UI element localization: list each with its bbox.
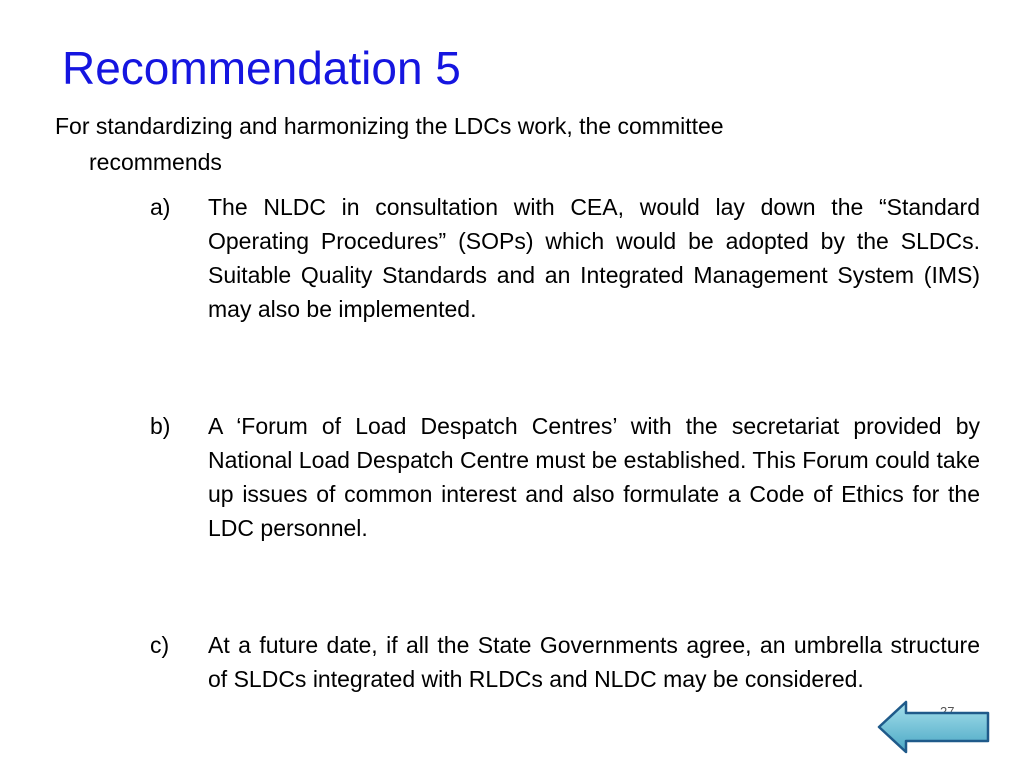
- back-arrow-button[interactable]: [876, 699, 992, 755]
- item-marker-b: b): [150, 413, 171, 439]
- slide-title: Recommendation 5: [62, 42, 461, 94]
- recommendation-item-a: [150, 190, 980, 326]
- item-marker-a: a): [150, 194, 171, 220]
- item-text-a: The NLDC in consultation with CEA, would lay down the “Standard Operating Procedures” (SOPs) which would be adopted by the SLDCs. Suitable Quality Standards and an Integrated Management System (IMS) may also be implemented.: [208, 194, 980, 322]
- back-arrow-icon: [876, 699, 992, 755]
- recommendation-item-b: [150, 409, 980, 545]
- intro-paragraph: [55, 108, 980, 180]
- recommendation-item-c: [150, 628, 980, 696]
- page-number: 27: [940, 704, 955, 719]
- intro-line-2: recommends: [89, 149, 222, 175]
- item-text-b: A ‘Forum of Load Despatch Centres’ with the secretariat provided by National Load Despatch Centre must be established. This Forum could take up issues of common interest and also formulate a Code of Ethics for the LDC personnel.: [208, 413, 980, 541]
- item-text-c: At a future date, if all the State Governments agree, an umbrella structure of SLDCs integrated with RLDCs and NLDC may be considered.: [208, 632, 980, 692]
- intro-line-1: For standardizing and harmonizing the LDCs work, the committee: [55, 113, 724, 139]
- item-marker-c: c): [150, 632, 170, 658]
